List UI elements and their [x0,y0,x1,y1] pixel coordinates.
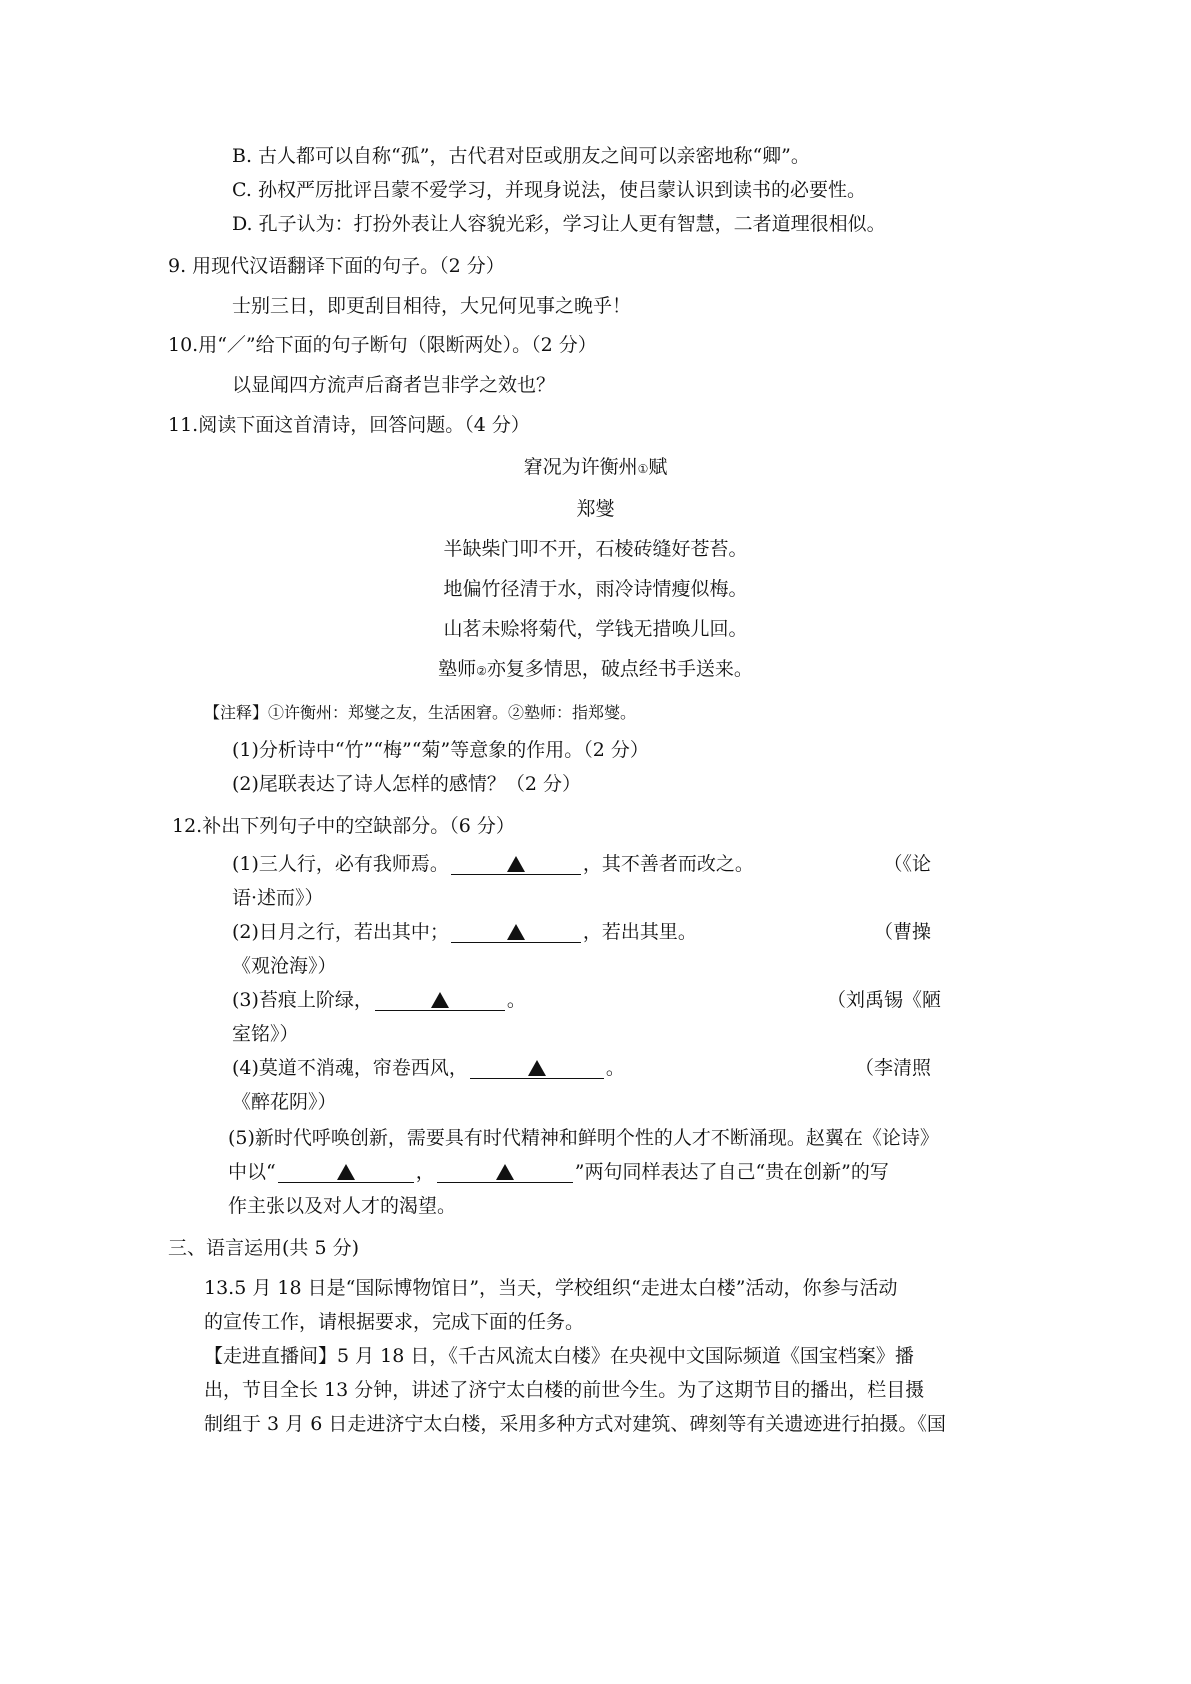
triangle-icon [528,1060,546,1076]
q13-line-2: 的宣传工作，请根据要求，完成下面的任务。 [204,1311,585,1333]
q9-prompt: 9. 用现代汉语翻译下面的句子。（2 分） [168,255,505,277]
answer-blank[interactable] [375,988,505,1011]
q11-prompt: 11.阅读下面这首清诗，回答问题。（4 分） [168,414,530,436]
q12-item-5-line-1: (5)新时代呼唤创新，需要具有时代精神和鲜明个性的人才不断涌现。赵翼在《论诗》 [228,1127,939,1149]
q8-option-d: D. 孔子认为：打扮外表让人容貌光彩，学习让人更有智慧，二者道理很相似。 [232,213,886,235]
poem-line-2: 地偏竹径清于水，雨冷诗情瘦似梅。 [443,578,748,600]
answer-blank[interactable] [451,920,581,943]
poem-line-1: 半缺柴门叩不开，石棱砖缝好苍苔。 [443,538,748,560]
q12-item-3-source: （刘禹锡《陋 [826,989,941,1011]
q13-para-line-1: 【走进直播间】5 月 18 日，《千古风流太白楼》在央视中文国际频道《国宝档案》播 [204,1345,914,1367]
q9-sentence: 士别三日，即更刮目相待，大兄何见事之晚乎！ [232,295,632,317]
q10-sentence: 以显闻四方流声后裔者岂非学之效也？ [232,374,556,396]
triangle-icon [431,992,449,1008]
q12-item-4: (4)莫道不消魂，帘卷西风， 。 [232,1057,625,1079]
q12-item-2-source: （曹操 [873,921,931,943]
q12-item-3-source-cont: 室铭》） [232,1023,299,1045]
poem-line-3: 山茗未赊将菊代，学钱无措唤儿回。 [443,618,748,640]
q12-item-2: (2)日月之行，若出其中； ，若出其里。 [232,921,697,943]
q12-item-4-source-cont: 《醉花阴》） [232,1091,337,1113]
triangle-icon [507,924,525,940]
q12-item-5-line-2: 中以“ ， ”两句同样表达了自己“贵在创新”的写 [228,1161,889,1183]
q13-para-line-2: 出，节目全长 13 分钟，讲述了济宁太白楼的前世今生。为了这期节目的播出，栏目摄 [204,1379,925,1401]
answer-blank[interactable] [470,1056,604,1079]
q12-item-1-source-cont: 语·述而》） [232,887,324,909]
q12-item-2-source-cont: 《观沧海》） [232,955,337,977]
poem-note: 【注释】①许衡州：郑燮之友，生活困窘。②塾师：指郑燮。 [204,703,637,722]
poem-title: 窘况为许衡州①赋 [523,456,668,478]
q11-sub-2: (2)尾联表达了诗人怎样的感情？（2 分） [232,773,582,795]
q12-item-1: (1)三人行，必有我师焉。 ，其不善者而改之。 [232,853,754,875]
q12-prompt: 12.补出下列句子中的空缺部分。（6 分） [172,815,515,837]
q8-option-b: B. 古人都可以自称“孤”，古代君对臣或朋友之间可以亲密地称“卿”。 [232,145,810,167]
triangle-icon [507,856,525,872]
q12-item-4-source: （李清照 [854,1057,931,1079]
q8-option-c: C. 孙权严厉批评吕蒙不爱学习，并现身说法，使吕蒙认识到读书的必要性。 [232,179,866,201]
answer-blank[interactable] [437,1160,573,1183]
answer-blank[interactable] [278,1160,414,1183]
triangle-icon [496,1164,514,1180]
section-3-heading: 三、语言运用(共 5 分) [168,1237,359,1259]
q12-item-3: (3)苔痕上阶绿， 。 [232,989,526,1011]
q13-para-line-3: 制组于 3 月 6 日走进济宁太白楼，采用多种方式对建筑、碑刻等有关遗迹进行拍摄。《国 [204,1413,946,1435]
q13-line-1: 13.5 月 18 日是“国际博物馆日”，当天，学校组织“走进太白楼”活动，你参与活动 [204,1277,898,1299]
poem-line-4: 塾师②亦复多情思，破点经书手送来。 [438,658,753,680]
q12-item-5-line-3: 作主张以及对人才的渴望。 [228,1195,457,1217]
poem-author: 郑燮 [576,498,615,520]
q11-sub-1: (1)分析诗中“竹”“梅”“菊”等意象的作用。（2 分） [232,739,649,761]
triangle-icon [337,1164,355,1180]
q10-prompt: 10.用“／”给下面的句子断句（限断两处）。（2 分） [168,334,597,356]
answer-blank[interactable] [451,852,581,875]
q12-item-1-source: （《论 [883,853,931,875]
